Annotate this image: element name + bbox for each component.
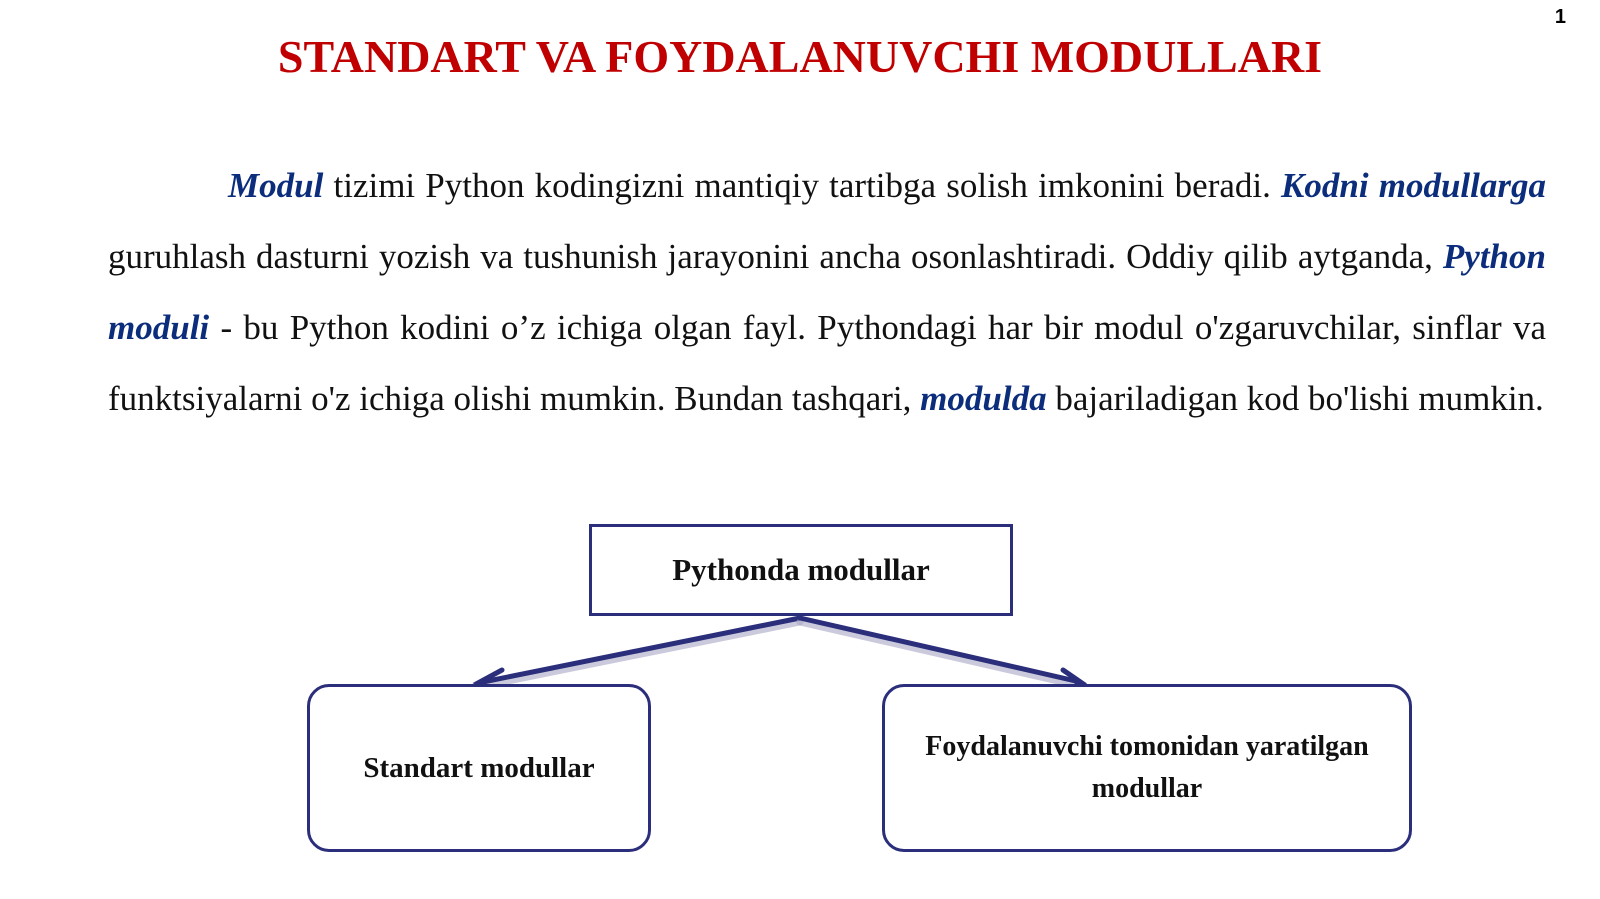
connector-right-arrow — [800, 618, 1082, 692]
emphasis-python-moduli: Python moduli — [108, 237, 1546, 347]
emphasis-modul: Modul — [228, 166, 324, 205]
text-segment: guruhlash dasturni yozish va tushunish jarayonini ancha osonlashtiradi. Oddiy qilib aytganda, — [108, 237, 1443, 276]
slide-title: STANDART VA FOYDALANUVCHI MODULLARI — [277, 31, 1323, 82]
diagram-child-standard-box — [307, 684, 651, 852]
diagram-child-user-box — [882, 684, 1412, 852]
emphasis-modulda: modulda — [920, 379, 1047, 418]
page-number: 1 — [1554, 6, 1566, 28]
diagram-child-standard-label: Standart modullar — [363, 751, 595, 784]
connector-left-arrow — [478, 618, 800, 692]
diagram-root-label: Pythonda modullar — [672, 552, 930, 587]
text-segment: - bu Python kodini o’z ichiga olgan fayl. Pythondagi har bir modul o'zgaruvchilar, sinflar va funktsiyalarni o'z ichiga olishi mumkin. Bundan tashqari, — [108, 308, 1546, 418]
body-paragraph — [108, 150, 1546, 434]
text-segment: tizimi Python kodingizni mantiqiy tartibga solish imkonini beradi. — [323, 166, 1282, 205]
diagram-root-box — [589, 524, 1013, 616]
text-segment: bajariladigan kod bo'lishi mumkin. — [1046, 379, 1544, 418]
emphasis-kodni-modullarga: Kodni modullarga — [1281, 166, 1546, 205]
diagram-child-user-label: Foydalanuvchi tomonidan yaratilgan modullar — [925, 731, 1369, 804]
